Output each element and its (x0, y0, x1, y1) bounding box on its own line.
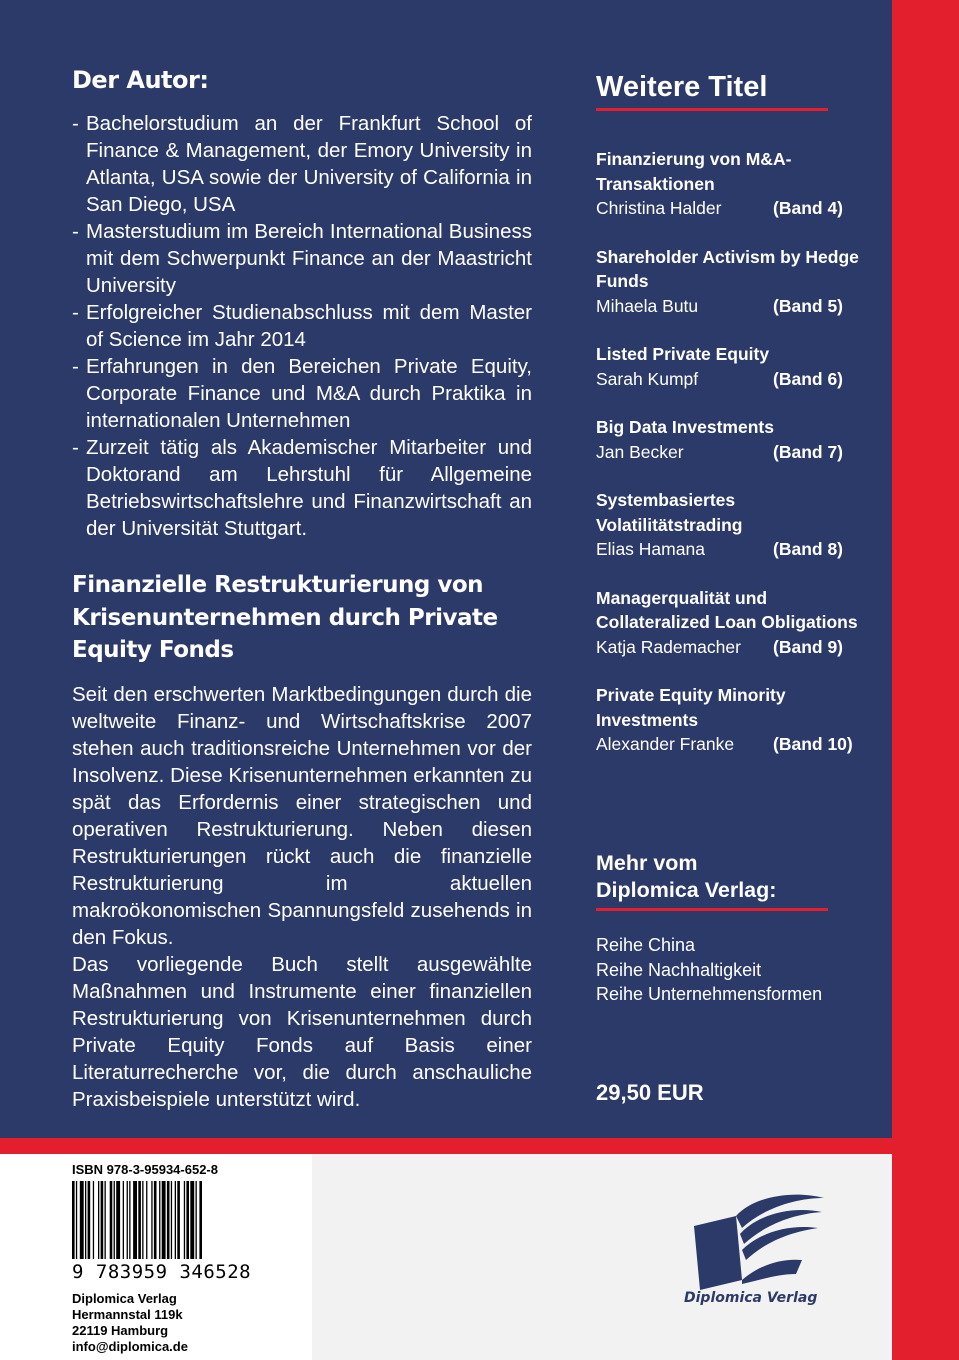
barcode-bar (133, 1181, 137, 1259)
barcode-bar (151, 1181, 152, 1259)
red-bottom-stripe (0, 1138, 892, 1154)
price: 29,50 EUR (596, 1080, 704, 1105)
title-band: (Band 10) (773, 734, 853, 754)
right-column (596, 66, 866, 781)
barcode-bar (142, 1181, 143, 1259)
address-line: Diplomica Verlag (72, 1291, 177, 1306)
address-line: 22119 Hamburg (72, 1323, 169, 1338)
title-entry (596, 586, 866, 660)
title-entry (596, 683, 866, 757)
barcode-bar (167, 1181, 170, 1259)
logo-text: Diplomica Verlag (684, 1290, 818, 1306)
title-name: Managerqualität und Collateralized Loan Obligations (596, 587, 858, 632)
author-bullet: - Zurzeit tätig als Akademischer Mitarbeiter und Doktorand am Lehrstuhl für Allgemeine Betriebswirtschaftslehre und Finanzwirtschaft an der Universität Stuttgart. (72, 436, 532, 540)
barcode-bar (72, 1181, 75, 1259)
barcode-bar (93, 1181, 94, 1259)
barcode-bar (76, 1181, 77, 1259)
barcode-bar (171, 1181, 172, 1259)
title-author: Alexander Franke (596, 734, 735, 754)
title-name: Systembasiertes Volatilitätstrading (596, 490, 743, 535)
description-paragraph: Das vorliegende Buch stellt ausgewählte Maßnahmen und Instrumente einer finanziellen Restrukturierung von Krisenunternehmen durch Private Equity Fonds auf Basis einer Literaturrecherche vor, die durch anschauliche Praxisbeispiele unterstützt wird. (72, 952, 532, 1111)
barcode-bar (80, 1181, 84, 1259)
title-entry (596, 147, 866, 221)
barcode-bar (116, 1181, 120, 1259)
title-band: (Band 6) (773, 368, 843, 389)
barcode-bar (85, 1181, 86, 1259)
title-band: (Band 5) (773, 295, 843, 316)
left-column (72, 66, 532, 1113)
title-name: Shareholder Activism by Hedge Funds (596, 246, 859, 291)
title-author: Elias Hamana (596, 539, 705, 559)
title-name: Big Data Investments (596, 417, 774, 437)
title-author: Katja Rademacher (596, 636, 741, 657)
barcode-bar (199, 1181, 202, 1259)
more-heading-line2: Diplomica Verlag: (596, 878, 777, 902)
more-from-publisher (596, 850, 828, 1007)
barcode-bar (196, 1181, 197, 1259)
author-bullet: - Masterstudium im Bereich International Business mit dem Schwerpunkt Finance an der Maastricht University (72, 220, 532, 297)
barcode-bar (138, 1181, 141, 1259)
series-item: Reihe Nachhaltigkeit (596, 959, 762, 980)
address-line: info@diplomica.de (72, 1339, 188, 1354)
barcode-bar (146, 1181, 147, 1259)
description-paragraph: Seit den erschwerten Marktbedingungen durch die weltweite Finanz- und Wirtschaftskrise 2007 stehen auch traditionsreiche Unternehmen vor der Insolvenz. Diese Krisenunternehmen erkannten zu spät das Erfordernis einer strategischen und operativen Restrukturierung. Neben diesen Restrukturierungen rückt auch die finanzielle Restrukturierung im aktuellen makroökonomischen Spannungsfeld zusehends in den Fokus. (72, 682, 532, 949)
title-name: Private Equity Minority Investments (596, 685, 786, 730)
series-item: Reihe China (596, 935, 696, 955)
title-name: Listed Private Equity (596, 344, 770, 364)
author-bullet: - Erfolgreicher Studienabschluss mit dem Master of Science im Jahr 2014 (72, 301, 532, 351)
author-bullet: - Bachelorstudium an der Frankfurt School of Finance & Management, der Emory University in Atlanta, USA sowie der University of California in San Diego, USA (72, 112, 532, 216)
barcode-bar (154, 1181, 157, 1259)
barcode-bar (88, 1181, 91, 1259)
title-name: Finanzierung von M&A-Transaktionen (596, 149, 792, 194)
title-author: Mihaela Butu (596, 295, 699, 316)
red-underline (596, 908, 828, 911)
barcode-digits: 9 783959 346528 (72, 1261, 252, 1283)
author-bullet-list (72, 110, 532, 542)
barcode-bar (114, 1181, 115, 1259)
barcode-bar (98, 1181, 99, 1259)
series-item: Reihe Unternehmensformen (596, 984, 823, 1004)
barcode-bar (129, 1181, 130, 1259)
author-heading: Der Autor: (72, 66, 209, 94)
title-band: (Band 8) (773, 539, 843, 559)
isbn-block (72, 1162, 251, 1355)
barcode-bar (162, 1181, 166, 1259)
barcode-bar (177, 1181, 180, 1259)
further-titles-heading: Weitere Titel (596, 71, 768, 103)
barcode-bar (184, 1181, 185, 1259)
barcode-bar (105, 1181, 106, 1259)
title-entry (596, 415, 866, 464)
red-side-stripe (892, 0, 959, 1360)
publisher-address (72, 1291, 251, 1355)
title-band: (Band 7) (773, 441, 843, 462)
title-author: Jan Becker (596, 441, 684, 462)
author-bullet: - Erfahrungen in den Bereichen Private Equity, Corporate Finance und M&A durch Praktika in internationalen Unternehmen (72, 355, 532, 432)
series-list (596, 933, 828, 1007)
further-titles-list (596, 147, 866, 757)
address-line: Hermannstal 119k (72, 1307, 183, 1322)
barcode-bar (190, 1181, 194, 1259)
isbn-label: ISBN 978-3-95934-652-8 (72, 1162, 218, 1177)
barcode-bar (127, 1181, 128, 1259)
more-heading-line1: Mehr vom (596, 851, 698, 875)
barcode-bar (110, 1181, 113, 1259)
barcode-bar (175, 1181, 176, 1259)
title-entry (596, 245, 866, 319)
barcode-bar (123, 1181, 124, 1259)
title-band: (Band 4) (773, 198, 843, 218)
barcode-bar (101, 1181, 104, 1259)
barcode (72, 1181, 242, 1259)
title-author: Sarah Kumpf (596, 368, 699, 389)
barcode-bar (186, 1181, 189, 1259)
red-underline (596, 108, 828, 111)
book-title: Finanzielle Restrukturierung von Krisenunternehmen durch Private Equity Fonds (72, 572, 498, 663)
title-entry (596, 488, 866, 562)
title-entry (596, 342, 866, 391)
title-band: (Band 9) (773, 636, 843, 657)
barcode-bar (159, 1181, 160, 1259)
title-author: Christina Halder (596, 198, 722, 218)
